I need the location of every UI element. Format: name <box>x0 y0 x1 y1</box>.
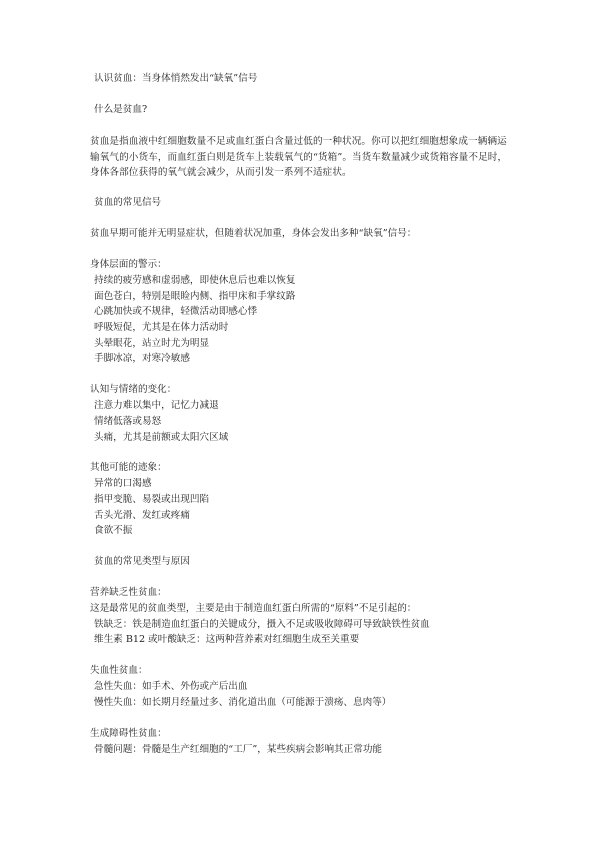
definition-paragraph: 贫血是指血液中红细胞数量不足或血红蛋白含量过低的一种状况。你可以把红细胞想象成一辆辆运输氧气的小货车，而血红蛋白则是货车上装载氧气的“货箱”。当货车数量减少或货箱容量不足时，身体各部位获得的氧气就会减少，从而引发一系列不适症状。 <box>90 136 508 178</box>
group-title-cognitive: 认知与情绪的变化： <box>90 384 177 395</box>
list-item: 舌头光滑、发红或疼痛 <box>94 510 190 521</box>
type-title-nutritional: 营养缺乏性贫血： <box>90 587 167 598</box>
group-title-physical: 身体层面的警示： <box>90 259 167 270</box>
list-item: 维生素 B12 或叶酸缺乏：这两种营养素对红细胞生成至关重要 <box>94 634 360 645</box>
list-item: 手脚冰凉，对寒冷敏感 <box>94 353 190 364</box>
group-title-other: 其他可能的迹象： <box>90 462 167 473</box>
list-item: 指甲变脆、易裂或出现凹陷 <box>94 494 210 505</box>
list-item: 心跳加快或不规律，轻微活动即感心悸 <box>94 306 258 317</box>
list-item: 头晕眼花，站立时尤为明显 <box>94 338 210 349</box>
list-item: 注意力难以集中，记忆力减退 <box>94 400 219 411</box>
list-item: 食欲不振 <box>94 525 133 536</box>
list-item: 慢性失血：如长期月经量过多、消化道出血（可能源于溃疡、息肉等） <box>94 697 392 708</box>
list-item: 持续的疲劳感和虚弱感，即使休息后也难以恢复 <box>94 275 296 286</box>
list-item: 铁缺乏：铁是制造血红蛋白的关键成分，摄入不足或吸收障碍可导致缺铁性贫血 <box>94 619 430 630</box>
list-item: 面色苍白，特别是眼睑内侧、指甲床和手掌纹路 <box>94 291 296 302</box>
list-item: 情绪低落或易怒 <box>94 416 162 427</box>
list-item: 急性失血：如手术、外伤或产后出血 <box>94 681 248 692</box>
type-title-production: 生成障碍性贫血： <box>90 728 167 739</box>
type-title-blood-loss: 失血性贫血： <box>90 665 148 676</box>
section-heading-types: 贫血的常见类型与原因 <box>94 556 190 567</box>
list-item: 呼吸短促，尤其是在体力活动时 <box>94 322 229 333</box>
list-item: 异常的口渴感 <box>94 478 152 489</box>
section-heading-signals: 贫血的常见信号 <box>94 197 162 208</box>
list-item: 骨髓问题：骨髓是生产红细胞的“工厂”，某些疾病会影响其正常功能 <box>94 744 383 755</box>
document-title: 认识贫血：当身体悄然发出“缺氧”信号 <box>94 73 258 84</box>
signals-intro: 贫血早期可能并无明显症状，但随着状况加重，身体会发出多种“缺氧”信号： <box>90 228 417 239</box>
type-description: 这是最常见的贫血类型，主要是由于制造血红蛋白所需的“原料”不足引起的： <box>90 603 417 614</box>
section-heading-what-is-anemia: 什么是贫血? <box>94 104 148 115</box>
list-item: 头痛，尤其是前额或太阳穴区域 <box>94 432 229 443</box>
